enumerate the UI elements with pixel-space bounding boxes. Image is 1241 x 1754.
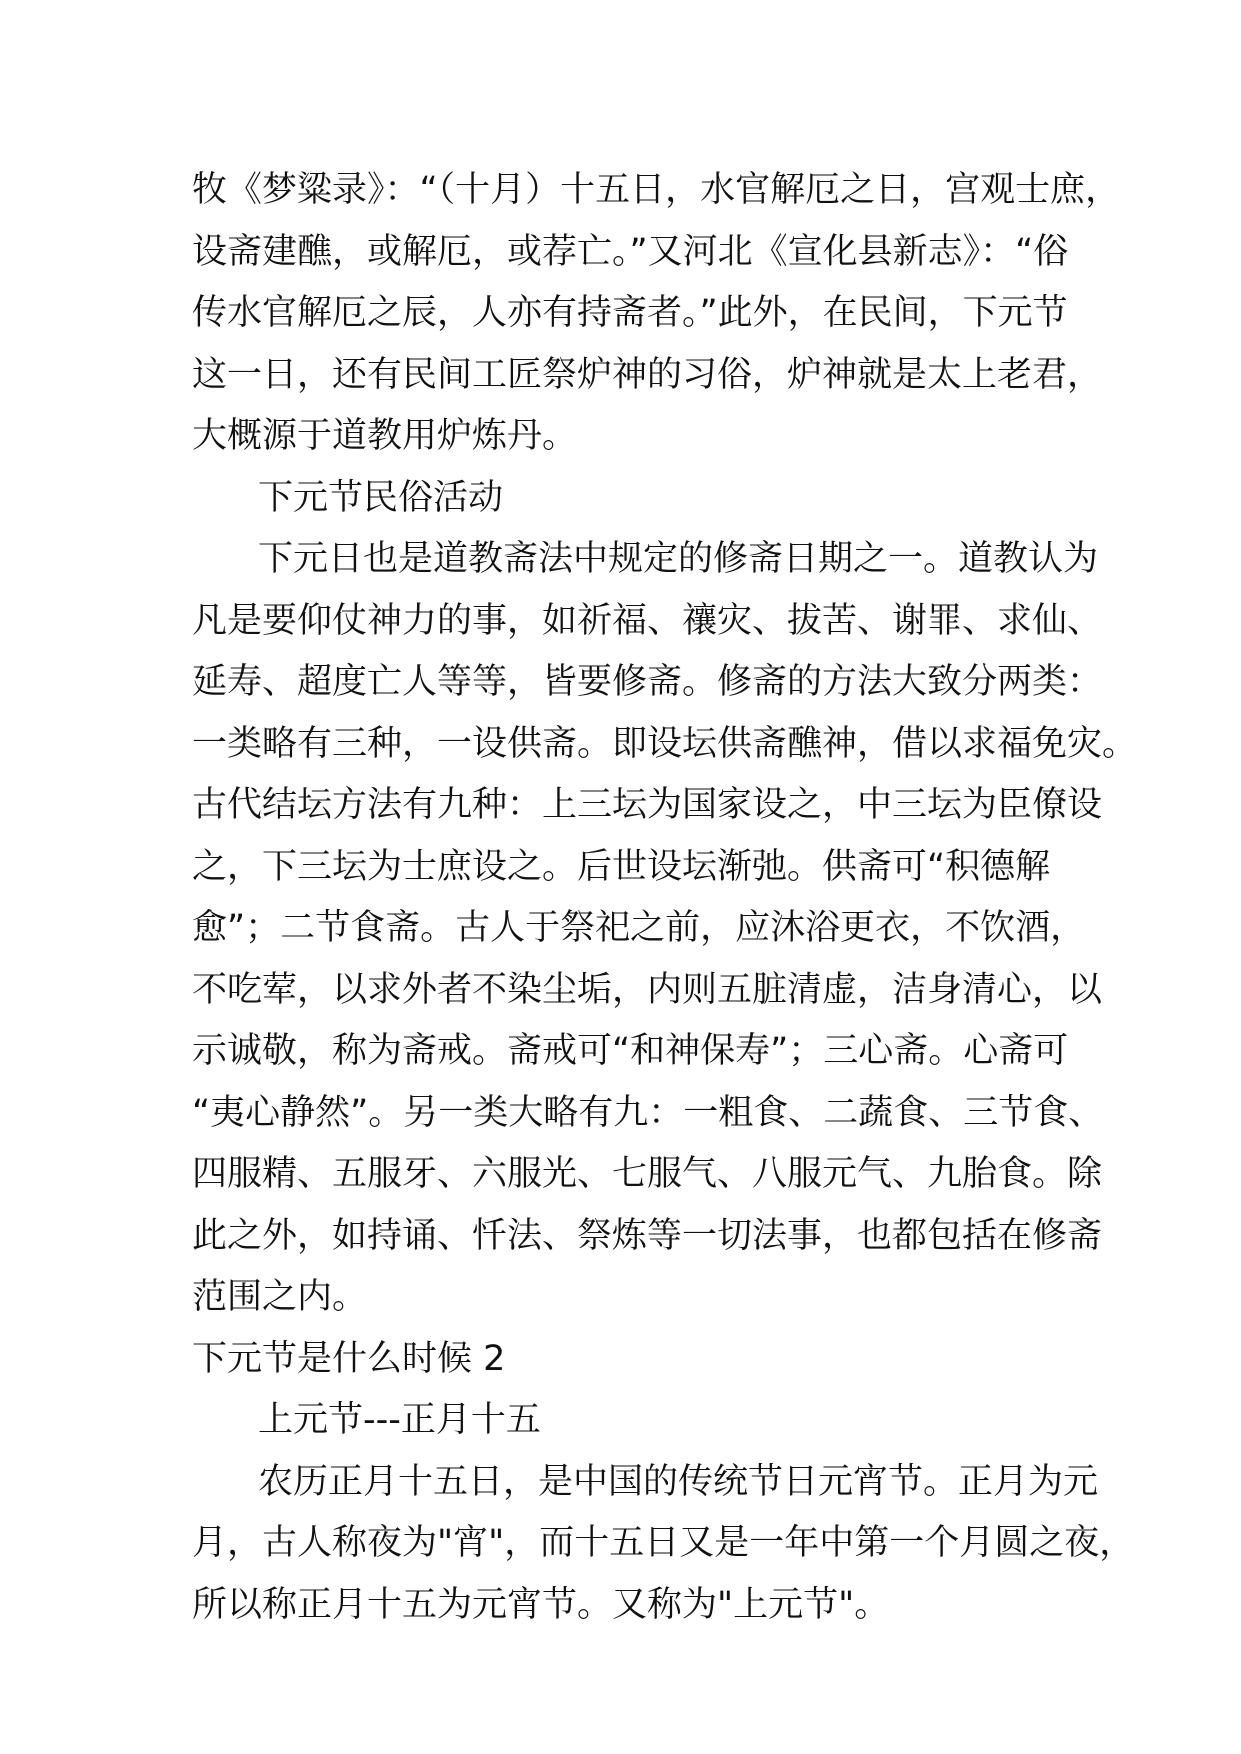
paragraph-first-line: 下元日也是道教斋法中规定的修斋日期之一。道教认为 [258, 539, 1099, 579]
chapter-title: 下元节是什么时候 2 [192, 1338, 506, 1379]
text-line: 四服精、五服牙、六服光、七服气、八服元气、九胎食。除 [192, 1154, 1103, 1194]
text-line: 设斋建醮，或解厄，或荐亡。”又河北《宣化县新志》：“俗 [192, 231, 1069, 272]
text-line: 范围之内。 [192, 1277, 368, 1317]
text-line: 示诚敬，称为斋戒。斋戒可“和神保寿”；三心斋。心斋可 [192, 1031, 1069, 1071]
text-line: 愈”；二节食斋。古人于祭祀之前，应沐浴更衣，不饮酒， [192, 908, 1086, 948]
text-line: 不吃荤，以求外者不染尘垢，内则五脏清虚，洁身清心，以 [192, 969, 1103, 1010]
text-line: 之，下三坛为士庶设之。后世设坛渐弛。供斋可“积德解 [192, 846, 1051, 887]
section-heading: 下元节民俗活动 [258, 477, 504, 518]
text-line: 一类略有三种，一设供斋。即设坛供斋醮神，借以求福免灾。 [192, 723, 1138, 764]
document-body [192, 160, 1138, 1636]
text-line: 延寿、超度亡人等等，皆要修斋。修斋的方法大致分两类： [192, 662, 1103, 702]
text-line: 月，古人称夜为"宵"，而十五日又是一年中第一个月圆之夜， [192, 1523, 1135, 1563]
text-line: 古代结坛方法有九种：上三坛为国家设之，中三坛为臣僚设 [192, 785, 1103, 825]
text-line: 此之外，如持诵、忏法、祭炼等一切法事，也都包括在修斋 [192, 1215, 1103, 1256]
text-line: 大概源于道教用炉炼丹。 [192, 416, 578, 456]
paragraph-first-line: 农历正月十五日，是中国的传统节日元宵节。正月为元 [258, 1461, 1099, 1502]
text-line: “夷心静然”。另一类大略有九：一粗食、二蔬食、三节食、 [192, 1092, 1104, 1133]
text-line: 所以称正月十五为元宵节。又称为"上元节"。 [192, 1584, 890, 1625]
text-line: 牧《梦粱录》：“（十月）十五日，水官解厄之日，宫观士庶， [192, 170, 1121, 210]
section-heading: 上元节---正月十五 [258, 1400, 541, 1440]
text-line: 这一日，还有民间工匠祭炉神的习俗，炉神就是太上老君， [192, 354, 1103, 395]
text-line: 凡是要仰仗神力的事，如祈福、禳灾、拔苦、谢罪、求仙、 [192, 600, 1103, 641]
text-line: 传水官解厄之辰，人亦有持斋者。”此外，在民间，下元节 [192, 293, 1068, 333]
